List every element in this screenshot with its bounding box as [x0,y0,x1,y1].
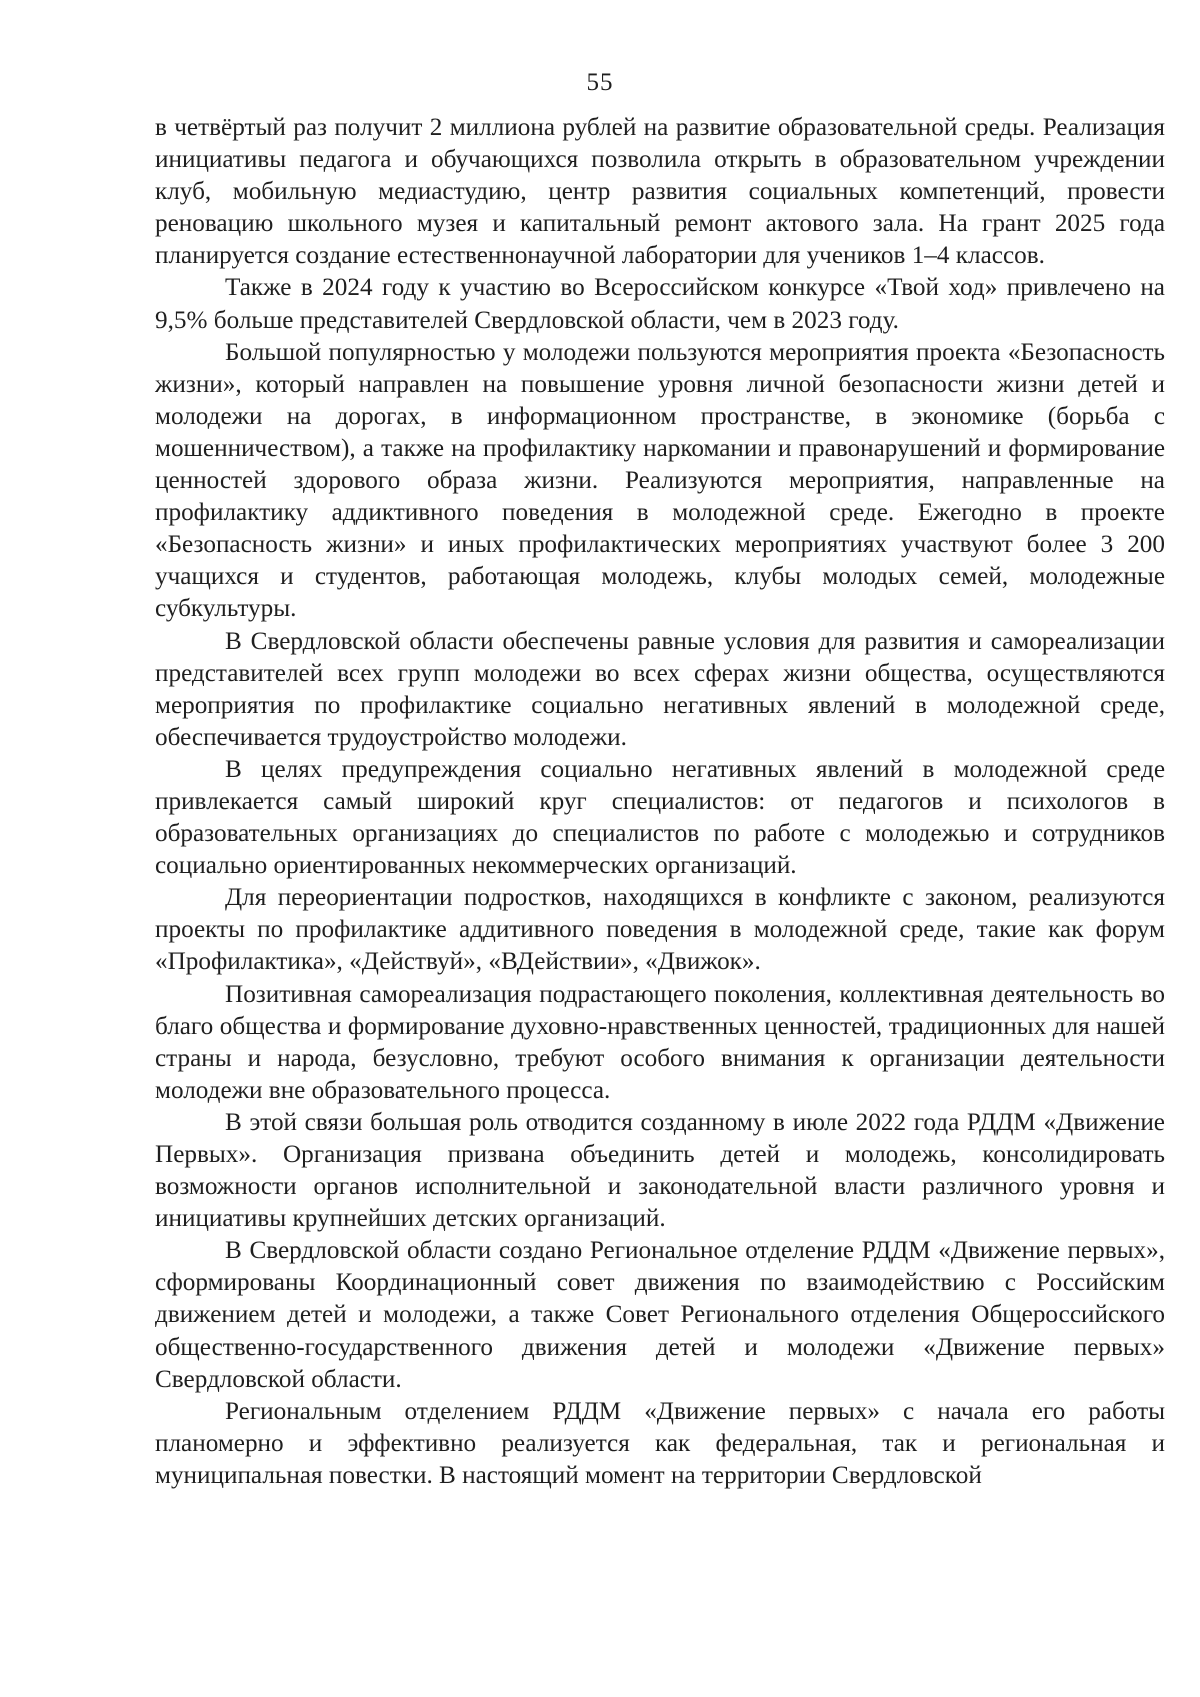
paragraph-pereorientaciya: Для переориентации подростков, находящихся в конфликте с законом, реализуются проекты по профилактике аддитивного поведения в молодежной среде, такие как форум «Профилактика», «Действуй», «ВДействии», «Движок». [155,884,1165,976]
paragraph-regionalnaya-povestka: Региональным отделением РДДМ «Движение первых» с начала его работы планомерно и эффективно реализуется как федеральная, так и региональная и муниципальная повестки. В настоящий момент на территории Свердловской [155,1397,1165,1489]
page-number: 55 [586,69,614,96]
paragraph-bezopasnost-zhizni: Большой популярностью у молодежи пользуются мероприятия проекта «Безопасность жизни», который направлен на повышение уровня личной безопасности жизни детей и молодежи на дорогах, в информационном пространстве, в экономике (борьба с мошенничеством), а также на профилактику наркомании и правонарушений и формирование ценностей здорового образа жизни. Реализуются мероприятия, направленные на профилактику аддиктивного поведения в молодежной среде. Ежегодно в проекте «Безопасность жизни» и иных профилактических мероприятиях участвуют более 3 200 учащихся и студентов, работающая молодежь, клубы молодых семей, молодежные субкультуры. [155,338,1165,623]
paragraph-pozitivnaya-samorealizaciya: Позитивная самореализация подрастающего поколения, коллективная деятельность во благо общества и формирование духовно-нравственных ценностей, традиционных для нашей страны и народа, безусловно, требуют особого внимания к организации деятельности молодежи вне образовательного процесса. [155,980,1165,1104]
body-text [155,112,1165,1492]
paragraph-regionalnoe-otdelenie: В Свердловской области создано Региональное отделение РДДМ «Движение первых», сформированы Координационный совет движения по взаимодействию с Российским движением детей и молодежи, а также Совет Регионального отделения Общероссийского общественно-государственного движения детей и молодежи «Движение первых» Свердловской области. [155,1237,1165,1393]
paragraph-rddm-dvizhenie-pervyh: В этой связи большая роль отводится созданному в июле 2022 года РДДМ «Движение Первых». Организация призвана объединить детей и молодежь, консолидировать возможности органов исполнительной и законодательной власти различного уровня и инициативы крупнейших детских организаций. [155,1108,1165,1233]
paragraph-ravnye-usloviya: В Свердловской области обеспечены равные условия для развития и самореализации представителей всех групп молодежи во всех сферах жизни общества, осуществляются мероприятия по профилактике социально негативных явлений в молодежной среде, обеспечивается трудоустройство молодежи. [155,627,1165,751]
paragraph-konkurs-tvoy-hod: Также в 2024 году к участию во Всероссийском конкурсе «Твой ход» привлечено на 9,5% больше представителей Свердловской области, чем в 2023 году. [155,274,1165,334]
paragraph-preduprezhdenie: В целях предупреждения социально негативных явлений в молодежной среде привлекается самый широкий круг специалистов: от педагогов и психологов в образовательных организациях до специалистов по работе с молодежью и сотрудников социально ориентированных некоммерческих организаций. [155,755,1165,880]
paragraph-continuation: в четвёртый раз получит 2 миллиона рублей на развитие образовательной среды. Реализация инициативы педагога и обучающихся позволила открыть в образовательном учреждении клуб, мобильную медиастудию, центр развития социальных компетенций, провести реновацию школьного музея и капитальный ремонт актового зала. На грант 2025 года планируется создание естественнонаучной лаборатории для учеников 1–4 классов. [155,114,1165,270]
